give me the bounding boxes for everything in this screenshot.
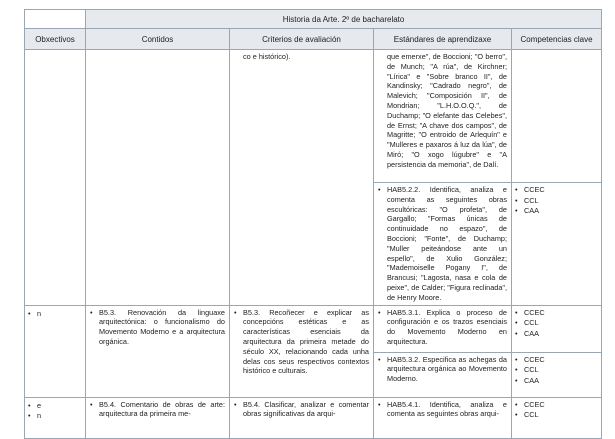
competence-item: • CCL [515, 410, 539, 420]
standard-text: HAB5.2.2. Identifica, analiza e comenta as seguintes obras escultóricas: "O profeta", de Gargallo; "Formas únicas de continuidade no espazo", de Boccioni; "Fonte", de Duchamp; "Muller peiteándose ante un espello", de Xulio González; "Mademoiselle Pogany I", de Brancusi; "Lagosta, nasa e cola de peixe", de Calder; "Figura reclinada", de Henry Moore. [387, 185, 507, 302]
objectives-cell [25, 50, 86, 306]
competence-item: • CCEC [515, 354, 545, 364]
header-standards: Estándares de aprendizaxe [374, 29, 512, 50]
content-text: B5.4. Comentario de obras de arte: arquitectura da primeira me- [99, 399, 225, 419]
competence-item: • CAA [515, 375, 540, 385]
standard-cell: • HAB5.2.2. Identifica, analiza e comenta as seguintes obras escultóricas: "O profeta", de Gargallo; "Formas únicas de continuidade no espazo", de Boccioni; "Fonte", de Duchamp; "Muller peiteándose ante un espello", de Xulio González; "Mademoiselle Pogany I", de Brancusi; "Lagosta, nasa e cola de peixe", de Calder; "Figura reclinada", de Henry Moore. [374, 183, 512, 306]
competence-item: • CCEC [515, 399, 545, 409]
curriculum-table [24, 9, 602, 439]
competence-item: • CCL [515, 365, 539, 375]
standard-text: HAB5.3.2. Especifica as achegas da arquitectura orgánica ao Movemento Moderno. [387, 354, 507, 384]
objectives-cell [25, 305, 86, 397]
table-row [25, 397, 602, 438]
competence-item: • CCL [515, 195, 539, 205]
standard-cell: • HAB5.3.1. Explica o proceso de configuración e os trazos esenciais do Movemento Moderno en arquitectura. [374, 305, 512, 352]
competences-cell [512, 305, 602, 352]
standard-cell: • HAB5.3.2. Especifica as achegas da arquitectura orgánica ao Movemento Moderno. [374, 352, 512, 397]
criteria-cell [230, 50, 374, 306]
competence-item: • CCEC [515, 307, 545, 317]
header-objectives: Obxectivos [25, 29, 86, 50]
contents-cell [86, 50, 230, 306]
title-spacer [25, 10, 86, 29]
table-title: Historia da Arte. 2º de bacharelato [86, 10, 602, 29]
standard-cell [374, 50, 512, 183]
competence-item: • CAA [515, 206, 540, 215]
standard-text: HAB5.4.1. Identifica, analiza e comenta as seguintes obras arqui- [387, 399, 507, 419]
objective-item: • e [28, 400, 42, 410]
competence-item: • CCL [515, 318, 539, 328]
content-text: B5.3. Renovación da linguaxe arquitectónica: o funcionalismo do Movemento Moderno e a arquitectura orgánica. [99, 307, 225, 346]
criteria-text: B5.4. Clasificar, analizar e comentar obras significativas da arqui- [243, 399, 369, 419]
standard-text: HAB5.3.1. Explica o proceso de configuración e os trazos esenciais do Movemento Moderno en arquitectura. [387, 307, 507, 346]
header-competences: Competencias clave [512, 29, 602, 50]
header-criteria: Criterios de avaliación [230, 29, 374, 50]
curriculum-document [24, 9, 601, 439]
criteria-text: B5.3. Recoñecer e explicar as concepcións estéticas e as características esenciais da arquitectura da primeira metade do século XX, relacionando cada unha delas cos seus respectivos contextos histórico e culturais. [243, 307, 369, 376]
standard-cell: • HAB5.4.1. Identifica, analiza e comenta as seguintes obras arqui- [374, 397, 512, 438]
competences-cell [512, 397, 602, 438]
objective-item: • n [28, 308, 42, 318]
contents-cell: • B5.4. Comentario de obras de arte: arquitectura da primeira me- [86, 397, 230, 438]
header-contents: Contidos [86, 29, 230, 50]
table-row [25, 50, 602, 183]
contents-cell: • B5.3. Renovación da linguaxe arquitectónica: o funcionalismo do Movemento Moderno e a arquitectura orgánica. [86, 305, 230, 397]
criteria-text: co e histórico). [243, 52, 291, 61]
competence-item: • CAA [515, 328, 540, 338]
competences-cell [512, 183, 602, 306]
objective-item: • n [28, 411, 42, 421]
standard-text: que emerxe", de Boccioni; "O berro", de Munch; "A rúa", de Kirchner; "Lírica" e "Sobre branco II", de Kandinsky; "Cadrado negro", de Malevich; "Composición II", de Mondrian; "L.H.O.O.Q.", de Duchamp; "O elefante das Celebes", de Ernst; "A chave dos campos", de Magritte; "O entroido de Arlequín" e "Mulleres e paxaros á luz da lúa", de Miró; "O xogo lúgubre" e "A persistencia da memoria", de Dalí. [387, 52, 507, 169]
competence-item: • CCEC [515, 185, 545, 194]
competences-cell [512, 352, 602, 397]
objectives-cell [25, 397, 86, 438]
competences-cell [512, 50, 602, 183]
criteria-cell: • B5.3. Recoñecer e explicar as concepcións estéticas e as características esenciais da arquitectura da primeira metade do século XX, relacionando cada unha delas cos seus respectivos contextos histórico e culturais. [230, 305, 374, 397]
criteria-cell: • B5.4. Clasificar, analizar e comentar obras significativas da arqui- [230, 397, 374, 438]
table-row [25, 305, 602, 352]
